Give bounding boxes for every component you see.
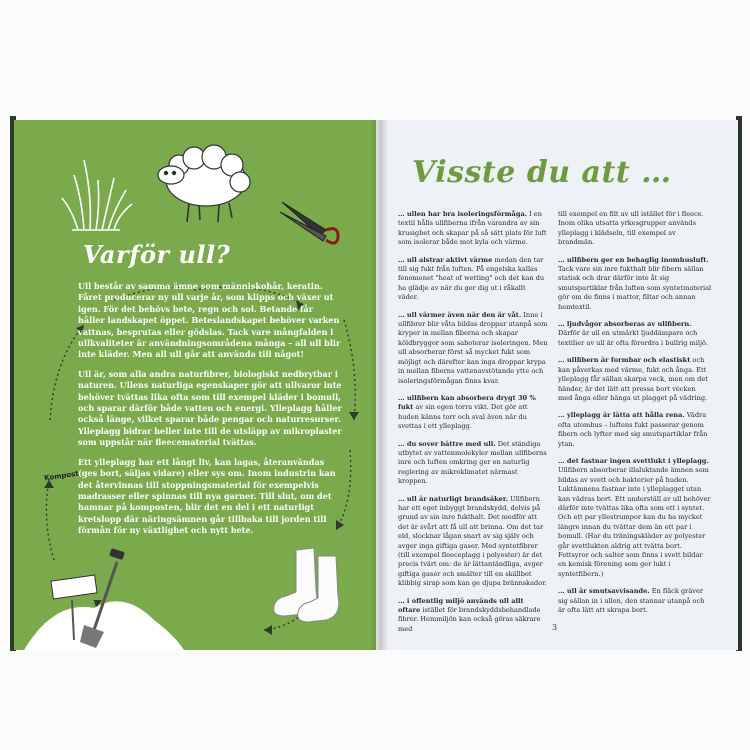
compost-sign-label: Kompost (43, 469, 80, 483)
right-page-title: Visste du att … (412, 155, 672, 190)
fact-item: till exempel en filt av ull istället för i fleece. Inom olika utsatta yrkesgrupper används ylleplagg i klädseln, till exempel av brandmän. (558, 210, 704, 247)
fact-column-1 (398, 210, 548, 642)
fact-item: … det fastnar ingen svettlukt i ylleplagg. Ullfibern absorberar illaluktande ämnen som bildas av svett och bakterier på huden. Luktämnena fastnar inte i ylleplagget utan kan vädras bort. Ett underställ av ull behöver därför inte tvättas lika ofta som ett i syntet. Och ett par yllestrumpor kan du ha mycket längre innan du tvättar dem än ett par i bomull. (Har du träningskläder av polyester går svettlukten aldrig att tvätta bort. Fettsyror och salter som finns i svett bildar en kemisk förening som ger lukt i syntetfibern.) (558, 456, 711, 578)
fact-item: … ullfibern kan absorbera drygt 30 % fukt av sin egen torra vikt. Det gör att huden känns torr och sval även när du svettas i ett ylleplagg. (398, 393, 536, 431)
fact-item: … ullfibern är formbar och elastiskt och kan påverkas med värme, fukt och ånga. Ett ylleplagg får sällan skarpa veck, men om det händer, är det lätt att pressa bort vecken med ånga eller hänga ut plagget på vädring. (558, 356, 708, 402)
fact-column-2 (558, 210, 712, 623)
fact-item: … ull är smutsavvisande. En fläck gräver sig sällan in i ullen, den stannar utanpå och är ofta lätt att skrapa bort. (558, 587, 705, 615)
grass-icon (62, 160, 132, 230)
fact-item: … ull värmer även när den är våt. Inne i ullfibrer blir våta bildas droppar utanpå som kryper in mellan fiberna och skapar köldbryggor som saboterar isoleringen. Men ull absorberar först så mycket fukt som möjligt och därefter kan inga droppar krypa in mellan fiberns vattenavstötande ytte och isoleringsförmågan finns kvar. (398, 310, 548, 385)
left-paragraph: Ett ylleplagg har ett långt liv, kan lagas, återanvändas (ges bort, säljas vidare) eller sys om. Inom industrin kan det återvinnas till stoppningsmaterial för exempelvis madrasser eller spinnas till nya garner. Till slut, om det hamnar på komposten, blir det en del i ett naturligt kretslopp där näringsämnen går tillbaka till jorden till förmån för ny växtlighet och nytt bete. (78, 456, 336, 536)
left-page-body (78, 281, 342, 545)
fact-item: … ylleplagg är lätta att hålla rena. Vädra ofta utomhus – luftens fukt passerar genom fibern och lyfter med sig smutspartiklar från ytan. (558, 411, 708, 448)
page-number: 3 (552, 623, 558, 632)
fact-item: … i offentlig miljö används ull allt oftare istället för brandskyddsbehandlade fibrer. Hemmiljön kan också göras säkrare med (398, 596, 541, 633)
left-paragraph: Ull är, som alla andra naturfibrer, biologiskt nedbrytbar i naturen. Ullens naturliga egenskaper gör att ullvaror inte behöver tvättas lika ofta som till exempel kläder i bomull, och sparar därför både vatten och energi. Ylleplagg håller också länge, vilket sparar både pengar och naturresurser. Ylleplagg bidrar heller inte till de utsläpp av mikroplaster som uppstår när fleecematerial tvättas. (78, 368, 342, 448)
fact-item: … ull alstrar aktivt värme medan den tar till sig fukt från luften. På engelska kallas fenomenet "heat of wetting" och det kan du ha glädje av när du ger dig ut i råkallt väder. (398, 255, 545, 302)
left-page-title: Varför ull? (83, 240, 231, 269)
sheep-icon (158, 145, 250, 222)
left-paragraph: Ull består av samma ämne som människohår, keratin. Fåret producerar ny ull varje år, som klipps och växer ut igen. För det behövs bete, regn och sol. Betande får håller landskapet öppet. Beteslandskapet behöver varken vattnas, besprutas eller gödslas. Tack vare mångfalden i ullkvaliteter är användningsområdena många – all ull blir inte kläder. Men all ull går att använda till något! (78, 281, 341, 360)
fact-item: … ullen har bra isoleringsförmåga. I en textil hålls ullfiberna ifrån varandra av sin krusighet och skapar på så sätt plats för luft som isolerar både mot kyla och värme. (398, 210, 547, 247)
compost-mound (24, 601, 184, 650)
shears-icon (280, 202, 338, 243)
fact-item: … ljudvågor absorberas av ullfibern. Därför är ull en utmärkt ljuddämpare och textilier av ull är ofta förordra i bullrig miljö. (558, 320, 708, 347)
fact-item: … ull är naturligt brandsäker. Ullfibern har ett eget inbyggt brandskydd, delvis på grund av sin inre fukthalt. Det medför att det är svårt att få ull att brinna. Om det tar eld, slocknar lågan snart av sig själv och avger inga giftiga gaser. Med syntetfibrer (till exempel fleeceplagg i polyester) är det precis tvärt om: de är lättantändliga, avger giftiga gaser och smälter till en skällbet klibbig sirap som kan ge djupa brännskador. (398, 494, 547, 588)
fact-item: … du sover bättre med ull. Det ständiga utbytet av vattenmolekyler mellan ullfiberns inre och luften omkring ger en naturlig reglering av mikroklimatet närmast kroppen. (398, 439, 547, 486)
fact-item: … ullfibern ger en behaglig inomhusluft. Tack vare sin inre fukthalt blir fibern sällan statisk och drar därför inte åt sig smutspartiklar från luften som syntetmaterial gör om de finns i mattor, filtar och annan hemtextil. (558, 255, 712, 311)
page-gutter (370, 120, 388, 650)
socks-icon (274, 548, 339, 622)
